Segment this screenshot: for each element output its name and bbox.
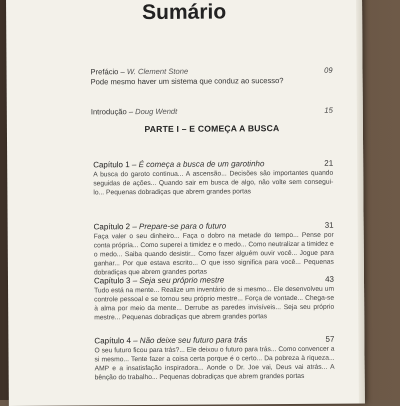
preface-page: 09 (324, 65, 333, 75)
introduction-author: Doug Wendt (135, 106, 178, 117)
chapter-4 (94, 334, 334, 383)
chapter-2-description: Faça valer o seu dinheiro... Faça o dobro na metade do tempo... Pense por conta própria... Como superei a timidez e o medo... Como neutralizar a timidez e o medo... Saiba quando desistir... Como fazer alguém ouvir você... Jogue para ganhar... Por que estava escrito... O que isso significa para você... Pequenas dobradiças que abrem grandes portas (93, 231, 334, 277)
chapter-3-page: 43 (325, 274, 335, 284)
preface-author: W. Clement Stone (126, 66, 189, 77)
chapter-4-label: Capítulo 4 (94, 336, 131, 346)
introduction-page: 15 (324, 105, 333, 115)
chapter-4-description: O seu futuro ficou para trás?... Ele deixou o futuro para trás... Como convencer a si mesmo... Tente fazer a coisa certa porque é o certo... Da pobreza à riqueza... AMP e a insatisfação inspiradora... Aonde o Dr. Joe vai, Deus vai atrás... A bênção do trabalho... Pequenas dobradiças que abrem grandes portas (94, 345, 335, 382)
introduction-entry (91, 106, 333, 118)
chapter-2-heading: Capítulo 2 – Prepare-se para o futuro (93, 221, 227, 232)
chapter-2 (94, 220, 334, 278)
chapter-1-label: Capítulo 1 (93, 160, 130, 170)
chapter-2-page: 31 (324, 220, 334, 230)
chapter-3-subtitle: Seja seu próprio mestre (139, 275, 225, 286)
chapter-3-label: Capítulo 3 (93, 276, 131, 286)
chapter-2-subtitle: Prepare-se para o futuro (138, 221, 227, 232)
chapter-1-heading: Capítulo 1 – É começa a busca de um garotinho (93, 159, 265, 170)
introduction-head (91, 106, 333, 118)
preface-subtitle: Pode mesmo haver um sistema que conduz ao sucesso? (90, 76, 284, 87)
introduction-heading: Introdução – Doug Wendt (90, 106, 178, 117)
book-page (6, 0, 365, 406)
chapter-3-heading: Capítulo 3 – Seja seu próprio mestre (93, 275, 225, 286)
section-title: PARTE I – E COMEÇA A BUSCA (144, 123, 280, 135)
preface-entry (91, 66, 333, 88)
chapter-2-label: Capítulo 2 (93, 222, 131, 232)
preface-heading: Prefácio – W. Clement Stone (90, 66, 189, 77)
chapter-4-subtitle: Não deixe seu futuro para trás (139, 335, 248, 346)
chapter-1 (93, 158, 333, 198)
chapter-1-page: 21 (324, 158, 334, 168)
introduction-label: Introdução (90, 107, 127, 117)
chapter-3 (94, 274, 334, 323)
preface-label: Prefácio (90, 67, 119, 77)
chapter-1-description: A busca do garoto continua... A ascensão... Decisões são importantes quando seguidas de ações... Quando sair em busca de algo, não volte sem consegui-lo... Pequenas dobradiças que abrem grandes portas (93, 169, 334, 197)
chapter-4-page: 57 (325, 334, 335, 344)
page-title: Sumário (142, 0, 227, 25)
chapter-1-subtitle: É começa a busca de um garotinho (138, 159, 265, 170)
chapter-4-heading: Capítulo 4 – Não deixe seu futuro para trás (94, 335, 248, 346)
chapter-3-description: Tudo está na mente... Realize um inventário de si mesmo... Ele desenvolveu um controle pessoal e se tornou seu próprio mestre... Força de vontade... Chega-se à alma por meio da mente... Derrube as paredes invisíveis... Seja seu próprio mestre... Pequenas dobradiças que abrem grandes portas (94, 285, 335, 322)
